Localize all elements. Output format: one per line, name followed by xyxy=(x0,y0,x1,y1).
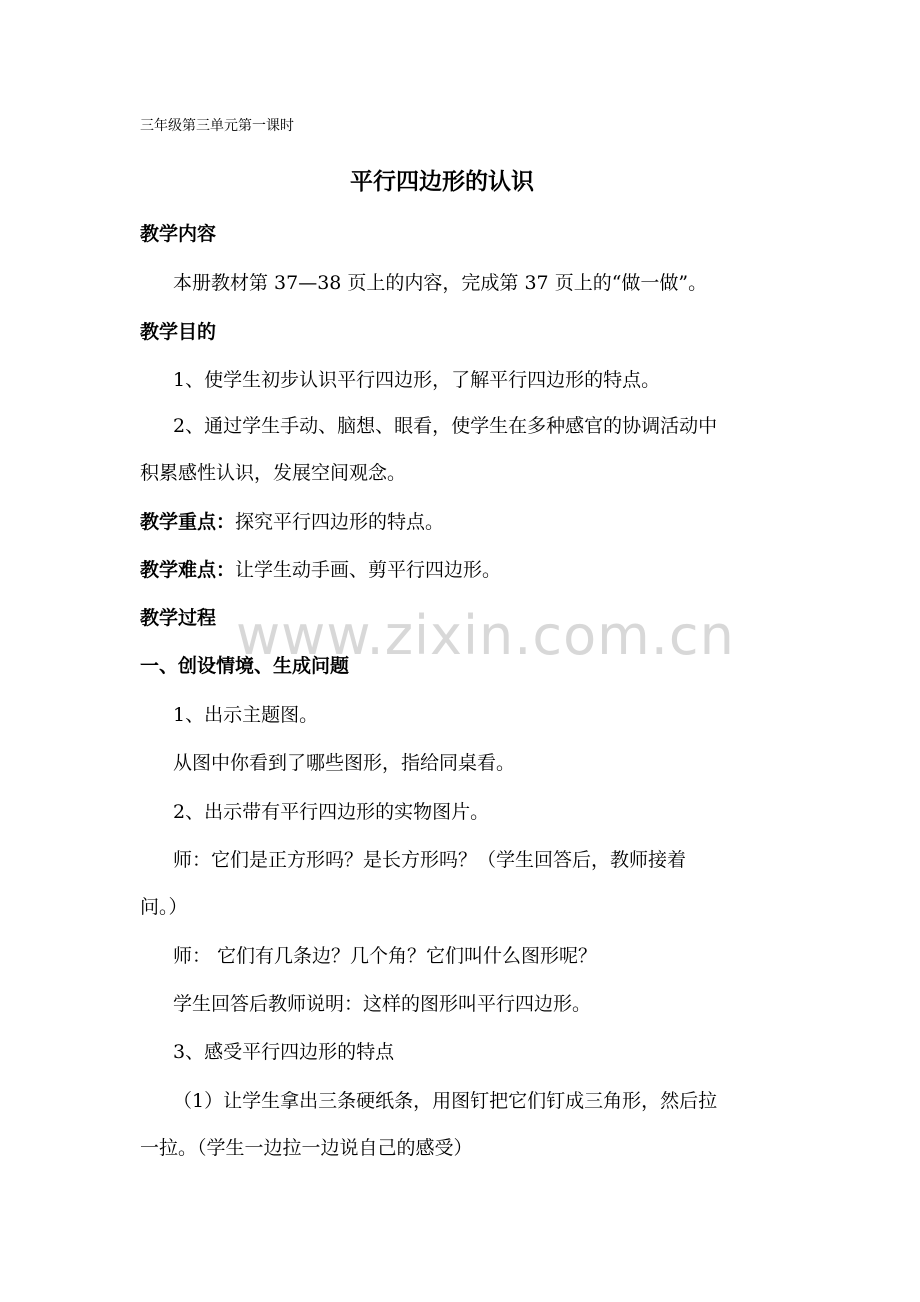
process-line: 3、感受平行四边形的特点 xyxy=(173,1041,395,1063)
process-line: （1）让学生拿出三条硬纸条，用图钉把它们钉成三角形，然后拉 xyxy=(173,1090,718,1112)
process-line: 从图中你看到了哪些图形，指给同桌看。 xyxy=(173,752,516,774)
goals-heading: 教学目的 xyxy=(140,321,217,343)
key-point-label: 教学重点： xyxy=(140,511,236,533)
difficulty xyxy=(140,558,501,582)
process-line: 师：它们是正方形吗？是长方形吗？（学生回答后，教师接着 xyxy=(173,849,687,871)
page-title: 平行四边形的认识 xyxy=(350,169,534,195)
lesson-tag: 三年级第三单元第一课时 xyxy=(140,118,294,134)
process-line: 一拉。（学生一边拉一边说自己的感受） xyxy=(140,1137,473,1159)
process-line: 师： 它们有几条边？几个角？它们叫什么图形呢？ xyxy=(173,945,598,967)
difficulty-text: 让学生动手画、剪平行四边形。 xyxy=(235,559,502,581)
watermark: www.zixin.com.cn xyxy=(236,604,735,667)
process-line: 2、出示带有平行四边形的实物图片。 xyxy=(173,801,490,823)
process-heading: 教学过程 xyxy=(140,607,217,629)
key-point xyxy=(140,510,444,534)
section-1-heading: 一、创设情境、生成问题 xyxy=(140,655,350,677)
goal-item-1: 1、使学生初步认识平行四边形，了解平行四边形的特点。 xyxy=(173,369,661,391)
process-line: 问。） xyxy=(140,896,188,918)
goal-item-2-line-2: 积累感性认识，发展空间观念。 xyxy=(140,462,407,484)
goal-item-2-line-1: 2、通过学生手动、脑想、眼看，使学生在多种感官的协调活动中 xyxy=(173,415,718,437)
difficulty-label: 教学难点： xyxy=(140,559,236,581)
content-text: 本册教材第 37—38 页上的内容，完成第 37 页上的“做一做”。 xyxy=(173,272,708,294)
process-line: 1、出示主题图。 xyxy=(173,704,319,726)
process-line: 学生回答后教师说明：这样的图形叫平行四边形。 xyxy=(173,993,592,1015)
key-point-text: 探究平行四边形的特点。 xyxy=(235,511,445,533)
content-heading: 教学内容 xyxy=(140,223,217,245)
